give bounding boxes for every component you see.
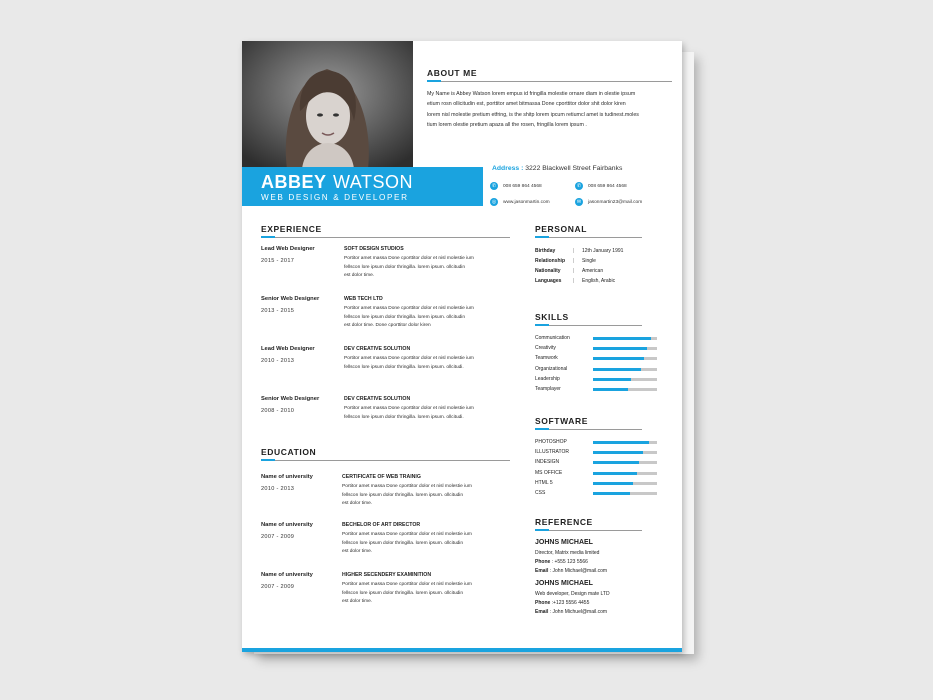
entry-title: Lead Web Designer [261, 246, 315, 252]
phone-2-value: 008 659 864 4568 [588, 183, 627, 189]
last-name: WATSON [332, 172, 413, 192]
job-role: WEB DESIGN & DEVELOPER [261, 193, 409, 202]
reference-name: JOHNS MICHAEL [535, 580, 593, 587]
entry-description [342, 483, 504, 509]
personal-value: Single [582, 258, 596, 264]
experience-entry [261, 346, 315, 364]
desc-line: fellscon lore ipsum dolor thringilla. lorem ipsum. ollcitudin [342, 540, 464, 546]
desc-line: Portitor amet massa Done cporttitor dolor et nisl molestie ium [342, 582, 472, 587]
experience-rule [261, 237, 510, 238]
entry-description [344, 355, 506, 372]
desc-line: fellscon lore ipsum dolor thringilla. lorem ipsum. ollcitudin [342, 590, 464, 596]
address-label: Address : [492, 165, 524, 172]
software-name: MS OFFICE [535, 469, 563, 476]
skills-row [535, 386, 665, 394]
personal-value: English, Arabic [582, 278, 616, 284]
skills-row [535, 366, 665, 374]
desc-line: fellscon lore ipsum dolor thringilla. lorem ipsum. ollcitudi. [344, 364, 464, 370]
desc-line: Portitor amet massa Done cporttitor dolor et nisl molestie ium [342, 532, 472, 537]
software-level-track [593, 482, 657, 485]
software-level-fill [593, 482, 633, 485]
phone-value: : +555 123 5566 [551, 559, 588, 565]
website-value: www.jasonmartin.com [503, 199, 550, 205]
website [490, 198, 550, 206]
entry-title: Lead Web Designer [261, 346, 315, 352]
entry-title: Name of university [261, 474, 313, 480]
skills-name: Teamplayer [535, 386, 561, 392]
entry-company: WEB TECH LTD [344, 296, 383, 302]
desc-line: Portitor amet massa Done cporttitor dolor et nisl molestie ium [344, 256, 474, 261]
software-name: INDESIGN [535, 459, 560, 466]
mail-icon: ✉ [576, 199, 582, 205]
skills-title: SKILLS [535, 312, 569, 322]
reference-rule [535, 530, 642, 531]
software-name: PHOTOSHOP [535, 439, 567, 445]
first-name: ABBEY [261, 172, 327, 192]
email-value: : John Michael@mail.com [549, 568, 608, 574]
phone-label: Phone [535, 559, 551, 565]
phone-icon: ✆ [576, 183, 582, 189]
experience-entry [261, 396, 319, 414]
skills-row [535, 335, 665, 343]
skills-level-fill [593, 357, 644, 360]
reference-phone [535, 559, 588, 565]
phone-1 [490, 182, 542, 190]
reference-phone [535, 600, 589, 606]
software-level-fill [593, 451, 643, 454]
personal-row: Relationship | Single [535, 258, 596, 264]
reference-position: Web developer, Design mate LTD [535, 591, 610, 597]
software-level-fill [593, 461, 639, 464]
entry-company: BECHELOR OF ART DIRECTOR [342, 522, 421, 528]
software-name: CSS [535, 490, 546, 496]
email-label: Email [535, 568, 549, 574]
desc-line: fellscon lore ipsum dolor thringilla. lorem ipsum. ollcitudin [344, 264, 466, 270]
entry-company: DEV CREATIVE SOLUTION [344, 396, 411, 402]
desc-line: fellscon lore ipsum dolor thringilla. lorem ipsum. ollcitudi. [344, 414, 464, 420]
entry-title: Senior Web Designer [261, 296, 320, 302]
skills-level-fill [593, 347, 647, 350]
education-rule [261, 460, 510, 461]
desc-line: Portitor amet massa Done cporttitor dolor et nisl molestie ium [342, 484, 472, 489]
personal-key: Languages [535, 278, 562, 284]
entry-dates: 2007 - 2009 [261, 584, 295, 590]
about-line: tium lorem olestie pretium apaza all the rosen, fringilla lorem ipsum . [427, 122, 587, 129]
software-row [535, 470, 665, 478]
entry-company: SOFT DESIGN STUDIOS [344, 246, 404, 252]
phone-2 [575, 182, 627, 190]
experience-title: EXPERIENCE [261, 224, 322, 234]
entry-description [342, 581, 504, 607]
software-row [535, 449, 665, 457]
entry-title: Senior Web Designer [261, 396, 320, 402]
entry-description [342, 531, 504, 557]
desc-line: est dolor time. [342, 549, 373, 555]
skills-name: Teamwork [535, 355, 558, 362]
desc-line: Portitor amet massa Done cporttitor dolor et nisl molestie ium [344, 406, 474, 411]
about-rule [427, 81, 672, 82]
entry-description [344, 405, 506, 422]
education-title: EDUCATION [261, 447, 317, 457]
skills-name: Creativity [535, 345, 556, 352]
software-name: HTML 5 [535, 479, 553, 486]
phone-1-value: 008 659 864 4568 [503, 183, 542, 189]
name-banner [242, 167, 483, 206]
skills-rule [535, 325, 642, 326]
entry-description [344, 255, 506, 281]
software-name: ILLUSTRATOR [535, 449, 569, 456]
reference-email [535, 609, 607, 615]
software-level-track [593, 472, 657, 475]
desc-line: fellscon lore ipsum dolor thringilla. lorem ipsum. ollcitudin [342, 492, 464, 498]
about-title: ABOUT ME [427, 68, 478, 78]
reference-email [535, 568, 607, 574]
phone-label: Phone [535, 600, 551, 606]
desc-line: est dolor time. [342, 501, 373, 507]
software-title: SOFTWARE [535, 416, 588, 426]
resume-page [242, 41, 682, 652]
experience-entry [261, 246, 315, 264]
phone-value: :+123 5556 4455 [551, 600, 590, 606]
personal-row: Languages | English, Arabic [535, 278, 616, 284]
personal-key: Relationship [535, 258, 566, 264]
skills-level-track [593, 347, 657, 350]
skills-row [535, 355, 665, 363]
email-label: Email [535, 609, 549, 615]
email [575, 198, 642, 206]
software-level-track [593, 492, 657, 495]
software-level-track [593, 451, 657, 454]
software-row [535, 490, 665, 498]
education-entry [261, 474, 313, 492]
entry-dates: 2015 - 2017 [261, 258, 295, 264]
software-row [535, 459, 665, 467]
personal-title: PERSONAL [535, 224, 588, 234]
software-row [535, 439, 665, 447]
desc-line: est dolor time. Done cporttitor dolor kiren [344, 323, 431, 329]
entry-description [344, 305, 506, 331]
entry-title: Name of university [261, 522, 313, 528]
skills-level-fill [593, 368, 641, 371]
skills-row [535, 376, 665, 384]
personal-row: Nationality | American [535, 268, 604, 274]
phone-icon: ✆ [491, 183, 497, 189]
skills-level-fill [593, 337, 651, 340]
entry-dates: 2010 - 2013 [261, 358, 295, 364]
skills-level-track [593, 378, 657, 381]
about-text [427, 89, 672, 131]
address-value: 3222 Blackwell Street Fairbanks [525, 165, 623, 172]
desc-line: est dolor time. [342, 599, 373, 605]
full-name [261, 172, 483, 193]
software-level-fill [593, 472, 637, 475]
about-line: etium rosn ollicitudin est, porttitor amet bitmassa Done cporttitor dolor shit dolor kiren [427, 101, 626, 108]
reference-position: Director, Matrix media limited [535, 550, 600, 556]
skills-level-track [593, 357, 657, 360]
entry-title: Name of university [261, 572, 313, 578]
personal-row: Birthday | 12th January 1991 [535, 248, 624, 254]
personal-key: Nationality [535, 268, 561, 274]
email-value: : John Michuel@mail.com [549, 609, 608, 615]
desc-line: Portitor amet massa Done cporttitor dolor et nisl molestie ium [344, 356, 474, 361]
personal-key: Birthday [535, 248, 556, 254]
globe-icon: ◎ [491, 199, 497, 205]
reference-name: JOHNS MICHAEL [535, 539, 593, 546]
skills-name: Leadership [535, 375, 560, 382]
software-level-track [593, 441, 657, 444]
skills-level-fill [593, 388, 628, 391]
entry-dates: 2010 - 2013 [261, 486, 295, 492]
desc-line: est dolor time. [344, 273, 375, 279]
skills-row [535, 345, 665, 353]
reference-title: REFERENCE [535, 517, 593, 527]
software-rule [535, 429, 642, 430]
skills-level-track [593, 368, 657, 371]
skills-level-track [593, 337, 657, 340]
software-row [535, 480, 665, 488]
experience-entry [261, 296, 319, 314]
desc-line: Portitor amet massa Done cporttitor dolor et nisl molestie ium [344, 306, 474, 311]
skills-name: Communication [535, 335, 570, 341]
entry-dates: 2008 - 2010 [261, 408, 295, 414]
about-line: lorem nisl molestie pretium etfring, is the shitp lorem ipcum retiumcl amet is tudinest.moles [427, 111, 639, 118]
personal-value: 12th January 1991 [582, 248, 624, 254]
skills-level-fill [593, 378, 631, 381]
skills-level-track [593, 388, 657, 391]
entry-company: CERTIFICATE OF WEB TRAINIG [342, 474, 421, 480]
entry-company: HIGHER SECENDERY EXAMINITION [342, 572, 432, 578]
personal-value: American [582, 268, 604, 274]
about-line: My Name is Abbey Watson lorem empus id fringilla molestie ornare diam in olestie ipsum [427, 91, 636, 97]
education-entry [261, 522, 313, 540]
software-level-track [593, 461, 657, 464]
profile-photo [242, 41, 413, 169]
bottom-accent-bar [242, 648, 682, 652]
personal-rule [535, 237, 642, 238]
education-entry [261, 572, 313, 590]
software-level-fill [593, 441, 649, 444]
email-value: jasonmartin23@mail.com [588, 199, 643, 205]
desc-line: fellscon lore ipsum dolor thringilla. lorem ipsum. ollcitudin [344, 314, 466, 320]
skills-name: Organizational [535, 365, 568, 372]
entry-dates: 2013 - 2015 [261, 308, 295, 314]
address [492, 165, 622, 172]
entry-company: DEV CREATIVE SOLUTION [344, 346, 411, 352]
software-level-fill [593, 492, 630, 495]
entry-dates: 2007 - 2009 [261, 534, 295, 540]
